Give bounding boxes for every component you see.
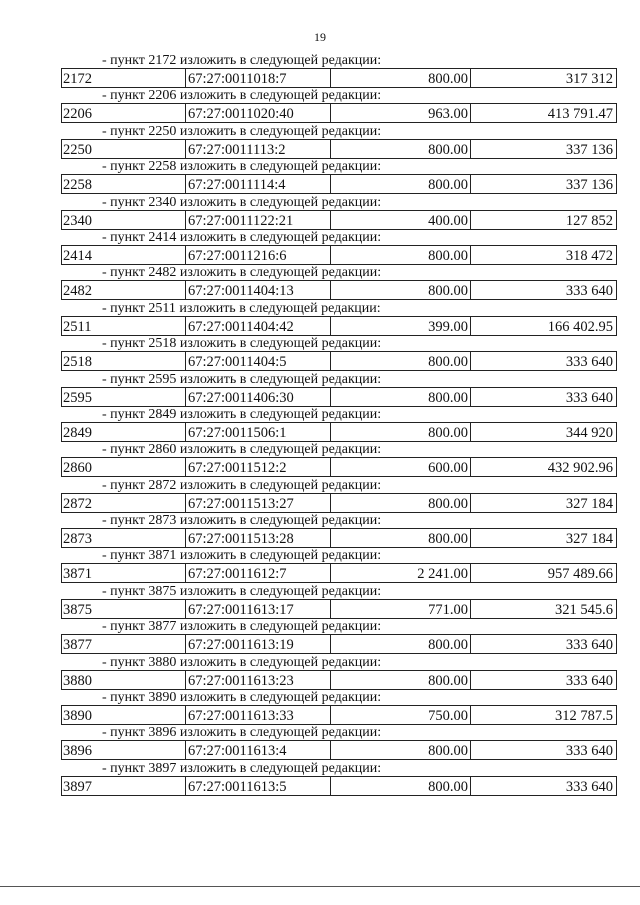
item-number-cell: 2511: [62, 317, 186, 335]
area-cell: 771.00: [331, 600, 471, 618]
amendment-instruction: - пункт 2518 изложить в следующей редакции:: [102, 336, 382, 352]
amendment-entry: [61, 373, 617, 408]
amendment-instruction: - пункт 2873 изложить в следующей редакции:: [102, 513, 382, 529]
area-cell: 750.00: [331, 706, 471, 724]
value-cell: 344 920: [565, 424, 613, 441]
amendment-entry: [61, 54, 617, 89]
value-cell: 333 640: [565, 672, 613, 689]
amendment-entry: [61, 585, 617, 620]
cadastral-number-cell: 67:27:0011612:7: [186, 564, 331, 582]
table-row: [61, 776, 617, 796]
footer-divider: [0, 886, 640, 887]
table-row: [61, 245, 617, 265]
item-number-cell: 3880: [62, 671, 186, 689]
value-cell: 127 852: [565, 212, 613, 229]
item-number-cell: 2518: [62, 352, 186, 370]
amendment-instruction: - пункт 2414 изложить в следующей редакции:: [102, 229, 382, 245]
table-row: [61, 316, 617, 336]
amendment-entry: [61, 337, 617, 372]
table-row: [61, 139, 617, 159]
item-number-cell: 2258: [62, 175, 186, 193]
item-number-cell: 2482: [62, 281, 186, 299]
cadastral-number-cell: 67:27:0011512:2: [186, 458, 331, 476]
amendment-instruction: - пункт 3897 изложить в следующей редакции:: [102, 760, 382, 776]
amendment-instruction: - пункт 3877 изложить в следующей редакции:: [102, 619, 382, 635]
area-cell: 800.00: [331, 281, 471, 299]
amendment-instruction: - пункт 2250 изложить в следующей редакции:: [102, 123, 382, 139]
cadastral-number-cell: 67:27:0011216:6: [186, 246, 331, 264]
cadastral-number-cell: 67:27:0011613:4: [186, 741, 331, 759]
table-row: [61, 599, 617, 619]
table-row: [61, 103, 617, 123]
amendment-entry: [61, 656, 617, 691]
area-cell: 800.00: [331, 635, 471, 653]
amendment-entry: [61, 691, 617, 726]
table-row: [61, 670, 617, 690]
value-cell: 327 184: [565, 531, 613, 548]
cadastral-number-cell: 67:27:0011613:5: [186, 777, 331, 795]
item-number-cell: 2860: [62, 458, 186, 476]
value-cell: 333 640: [565, 283, 613, 300]
table-row: [61, 280, 617, 300]
amendment-instruction: - пункт 2872 изложить в следующей редакции:: [102, 477, 382, 493]
table-row: [61, 705, 617, 725]
value-cell: 333 640: [565, 637, 613, 654]
table-row: [61, 528, 617, 548]
value-cell: 333 640: [565, 778, 613, 795]
area-cell: 600.00: [331, 458, 471, 476]
cadastral-number-cell: 67:27:0011613:23: [186, 671, 331, 689]
area-cell: 800.00: [331, 671, 471, 689]
item-number-cell: 3897: [62, 777, 186, 795]
table-row: [61, 422, 617, 442]
item-number-cell: 3896: [62, 741, 186, 759]
item-number-cell: 3875: [62, 600, 186, 618]
area-cell: 800.00: [331, 494, 471, 512]
amendment-entry: [61, 620, 617, 655]
amendment-instruction: - пункт 3880 изложить в следующей редакции:: [102, 654, 382, 670]
cadastral-number-cell: 67:27:0011406:30: [186, 388, 331, 406]
value-cell: 327 184: [565, 495, 613, 512]
value-cell: 432 902.96: [547, 460, 613, 477]
item-number-cell: 2872: [62, 494, 186, 512]
area-cell: 800.00: [331, 777, 471, 795]
cadastral-number-cell: 67:27:0011506:1: [186, 423, 331, 441]
item-number-cell: 2414: [62, 246, 186, 264]
value-cell: 337 136: [565, 141, 613, 158]
value-cell: 318 472: [565, 247, 613, 264]
area-cell: 800.00: [331, 140, 471, 158]
amendment-instruction: - пункт 3890 изложить в следующей редакции:: [102, 690, 382, 706]
amendment-entry: [61, 302, 617, 337]
cadastral-number-cell: 67:27:0011513:27: [186, 494, 331, 512]
cadastral-number-cell: 67:27:0011122:21: [186, 211, 331, 229]
item-number-cell: 2250: [62, 140, 186, 158]
cadastral-number-cell: 67:27:0011114:4: [186, 175, 331, 193]
item-number-cell: 3877: [62, 635, 186, 653]
item-number-cell: 2849: [62, 423, 186, 441]
amendment-instruction: - пункт 2206 изложить в следующей редакции:: [102, 88, 382, 104]
amendment-entry: [61, 479, 617, 514]
value-cell: 333 640: [565, 389, 613, 406]
table-row: [61, 174, 617, 194]
table-row: [61, 387, 617, 407]
amendment-entry: [61, 408, 617, 443]
amendment-entry: [61, 160, 617, 195]
value-cell: 333 640: [565, 354, 613, 371]
cadastral-number-cell: 67:27:0011613:19: [186, 635, 331, 653]
table-row: [61, 210, 617, 230]
amendment-list: [61, 54, 617, 797]
cadastral-number-cell: 67:27:0011613:17: [186, 600, 331, 618]
value-cell: 957 489.66: [547, 566, 613, 583]
area-cell: 800.00: [331, 69, 471, 87]
area-cell: 400.00: [331, 211, 471, 229]
table-row: [61, 563, 617, 583]
cadastral-number-cell: 67:27:0011404:42: [186, 317, 331, 335]
amendment-instruction: - пункт 3896 изложить в следующей редакции:: [102, 725, 382, 741]
amendment-instruction: - пункт 2340 изложить в следующей редакции:: [102, 194, 382, 210]
item-number-cell: 2340: [62, 211, 186, 229]
amendment-instruction: - пункт 2849 изложить в следующей редакции:: [102, 406, 382, 422]
value-cell: 333 640: [565, 743, 613, 760]
amendment-instruction: - пункт 3871 изложить в следующей редакции:: [102, 548, 382, 564]
item-number-cell: 3890: [62, 706, 186, 724]
area-cell: 800.00: [331, 741, 471, 759]
table-row: [61, 351, 617, 371]
amendment-entry: [61, 125, 617, 160]
amendment-entry: [61, 89, 617, 124]
value-cell: 312 787.5: [555, 708, 613, 725]
area-cell: 800.00: [331, 246, 471, 264]
item-number-cell: 3871: [62, 564, 186, 582]
amendment-instruction: - пункт 2482 изложить в следующей редакции:: [102, 265, 382, 281]
value-cell: 321 545.6: [555, 601, 613, 618]
amendment-instruction: - пункт 2511 изложить в следующей редакции:: [102, 300, 381, 316]
table-row: [61, 457, 617, 477]
amendment-entry: [61, 762, 617, 797]
cadastral-number-cell: 67:27:0011513:28: [186, 529, 331, 547]
value-cell: 337 136: [565, 177, 613, 194]
amendment-instruction: - пункт 2860 изложить в следующей редакции:: [102, 442, 382, 458]
amendment-entry: [61, 231, 617, 266]
amendment-instruction: - пункт 2595 изложить в следующей редакции:: [102, 371, 382, 387]
amendment-entry: [61, 266, 617, 301]
amendment-instruction: - пункт 2258 изложить в следующей редакции:: [102, 159, 382, 175]
area-cell: 963.00: [331, 104, 471, 122]
amendment-entry: [61, 549, 617, 584]
table-row: [61, 740, 617, 760]
area-cell: 800.00: [331, 175, 471, 193]
item-number-cell: 2172: [62, 69, 186, 87]
area-cell: 800.00: [331, 529, 471, 547]
amendment-entry: [61, 514, 617, 549]
area-cell: 800.00: [331, 352, 471, 370]
value-cell: 413 791.47: [547, 106, 613, 123]
amendment-instruction: - пункт 2172 изложить в следующей редакции:: [102, 53, 382, 68]
amendment-entry: [61, 196, 617, 231]
cadastral-number-cell: 67:27:0011404:13: [186, 281, 331, 299]
cadastral-number-cell: 67:27:0011020:40: [186, 104, 331, 122]
value-cell: 166 402.95: [547, 318, 613, 335]
item-number-cell: 2873: [62, 529, 186, 547]
table-row: [61, 493, 617, 513]
cadastral-number-cell: 67:27:0011613:33: [186, 706, 331, 724]
area-cell: 800.00: [331, 388, 471, 406]
value-cell: 317 312: [565, 71, 613, 87]
item-number-cell: 2595: [62, 388, 186, 406]
page-number: 19: [314, 30, 326, 44]
cadastral-number-cell: 67:27:0011018:7: [186, 69, 331, 87]
cadastral-number-cell: 67:27:0011404:5: [186, 352, 331, 370]
area-cell: 399.00: [331, 317, 471, 335]
item-number-cell: 2206: [62, 104, 186, 122]
table-row: [61, 68, 617, 88]
amendment-entry: [61, 726, 617, 761]
table-row: [61, 634, 617, 654]
cadastral-number-cell: 67:27:0011113:2: [186, 140, 331, 158]
amendment-entry: [61, 443, 617, 478]
area-cell: 800.00: [331, 423, 471, 441]
amendment-instruction: - пункт 3875 изложить в следующей редакции:: [102, 583, 382, 599]
area-cell: 2 241.00: [331, 564, 471, 582]
